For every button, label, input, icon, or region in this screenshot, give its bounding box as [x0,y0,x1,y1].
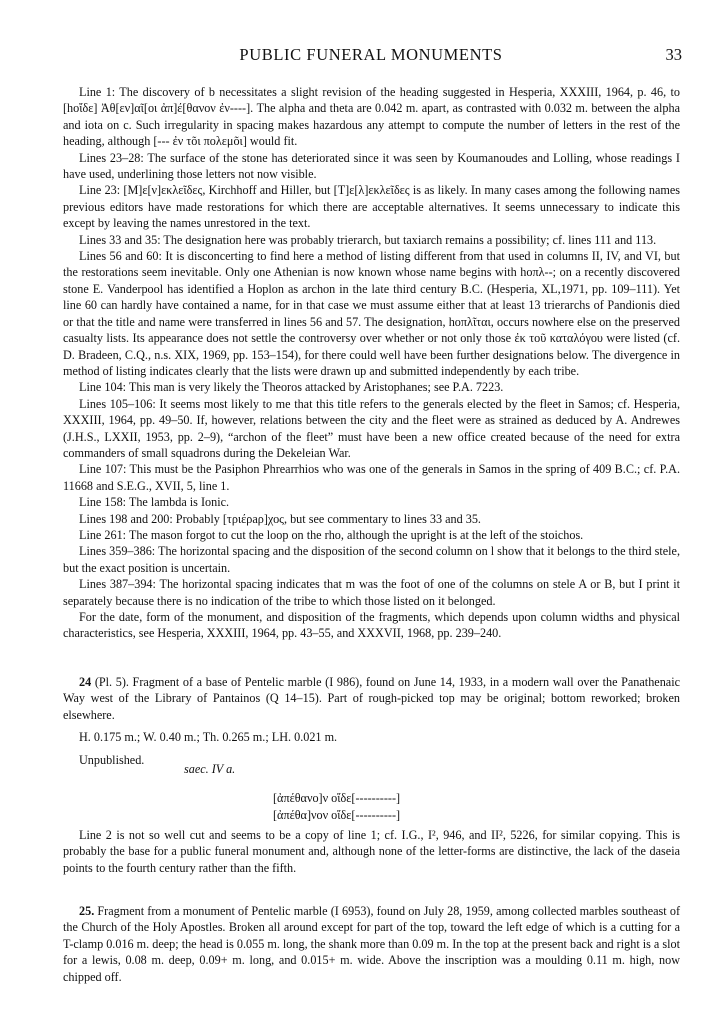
note-paragraph: Lines 23–28: The surface of the stone has deteriorated since it was seen by Koumanoudes and Lolling, whose readings I have used, underlining those letters not now visible. [63,150,680,182]
entry-description [63,674,680,723]
note-paragraph: Lines 359–386: The horizontal spacing and the disposition of the second column on l show that it belongs to the third stele, but the exact position is uncertain. [63,544,680,575]
entry-number: 25. [79,904,95,918]
commentary-notes [63,84,680,642]
note-paragraph: Line 158: The lambda is Ionic. [79,495,230,510]
inscription-date: saec. IV a. [184,762,236,776]
note-paragraph: Lines 33 and 35: The designation here was probably trierarch, but taxiarch remains a possibility; cf. lines 111 and 113. [79,232,657,247]
note-paragraph: Lines 105–106: It seems most likely to me that this title refers to the generals elected by the fleet in Samos; cf. Hesperia, XXXIII, 1964, pp. 49–50. If, however, relations between the city and the fleet were as strained as deduced by A. Andrewes (J.H.S., LXXII, 1953, pp. 2–9), “archon of the fleet” must have been a new office created because of the need for extra commanders of small squadrons during the Dekeleian War. [63,396,680,460]
inscription-line: [ἀπέθα]νον οἵδε[----------] [273,808,401,822]
running-head [60,45,682,67]
page-number: 33 [665,45,682,64]
note-paragraph: Line 261: The mason forgot to cut the loop on the rho, although the upright is at the left of the stoichos. [79,527,584,542]
entry-measurements: H. 0.175 m.; W. 0.40 m.; Th. 0.265 m.; LH. 0.021 m. [79,730,338,745]
note-paragraph: Lines 198 and 200: Probably [τριέρaρ]χος, but see commentary to lines 33 and 35. [79,511,481,526]
entry-description [63,903,680,985]
entry-commentary [63,827,680,876]
note-paragraph: For the date, form of the monument, and disposition of the fragments, which depends upon column widths and physical characteristics, see Hesperia, XXXIII, 1964, pp. 43–55, and XXXVII, 1968, pp. 239–240. [63,610,680,641]
catalogue-entry-24 [63,674,680,768]
commentary-paragraph: Line 2 is not so well cut and seems to be a copy of line 1; cf. I.G., I², 946, and II², 5226, for similar copying. This is probably the base for a public funeral monument and, although none of the letter-forms are distinctive, the lack of the daseia points to the fourth century rather than the fifth. [63,828,680,875]
entry-publication-status: Unpublished. [79,752,145,767]
entry-description-text: (Pl. 5). Fragment of a base of Pentelic marble (I 986), found on June 14, 1933, in a modern wall over the Panathenaic Way west of the Library of Pantainos (Q 14–15). Part of rough-picked top may be original; bottom reworked; broken elsewhere. [63,675,680,722]
catalogue-entry-25 [63,903,680,985]
note-paragraph: Lines 387–394: The horizontal spacing indicates that m was the foot of one of the columns on stele A or B, but I print it separately because there is no indication of the tribe to which those listed on it belonged. [63,577,680,608]
note-paragraph: Line 107: This must be the Pasiphon Phrearrhios who was one of the generals in Samos in the spring of 409 B.C.; cf. P.A. 11668 and S.E.G., XVII, 5, line 1. [63,462,680,493]
entry-description-text: Fragment from a monument of Pentelic marble (I 6953), found on July 28, 1959, among collected marbles southeast of the Church of the Holy Apostles. Broken all around except for part of the top, toward the left edge of which is a cutting for a T-clamp 0.016 m. deep; the head is 0.055 m. long, the shank more than 0.09 m. In the top at the present back and right is a slot for a lewis, 0.08 m. deep, 0.09+ m. long, and 0.015+ m. wide. Above the inscription was a moulding 0.11 m. high, now chipped off. [63,904,681,984]
note-paragraph: Line 23: [Μ]ε[ν]εκλεῖδες, Kirchhoff and Hiller, but [Τ]ε[λ]εκλεῖδες is as likely. In many cases among the following names previous editors have made restorations for which there are acceptable alternatives. It seems unnecessary to indicate this except by leaving the names unrestored in the text. [63,183,680,231]
entry-number: 24 [79,675,92,689]
note-paragraph: Line 104: This man is very likely the Theoros attacked by Aristophanes; see P.A. 7223. [79,380,504,395]
note-paragraph: Line 1: The discovery of b necessitates a slight revision of the heading suggested in Hesperia, XXXIII, 1964, p. 46, to [hοἴδε] Ἀθ[εν]αῖ[οι ἀπ]έ[θανον ἐν----]. The alpha and theta are 0.042 m. apart, as contrasted with 0.032 m. between the alpha and iota on c. Such irregularity in spacing makes hazardous any attempt to compute the number of letters in the rest of the heading, although [--- ἐν τõι πολεμõι] would fit. [63,85,680,149]
note-paragraph: Lines 56 and 60: It is disconcerting to find here a method of listing different from that used in columns II, IV, and VI, but the restorations seem inevitable. Only one Athenian is now known whose name begins with hοπλ--; on a recently discovered stone E. Vanderpool has identified a Hoplon as archon in the late third century B.C. (Hesperia, XL,1971, pp. 109–111). Yet line 60 can hardly have contained a name, for in that case we must assume either that at least 13 trierarchs of Pandionis died or that the title and name were transferred in lines 56 and 57. The designation, hοπλῖται, occurs nowhere else on the preserved casualty lists. Its appearance does not settle the controversy over whether or not only those ἐκ τοῦ καταλόγου were listed (cf. D. Bradeen, C.Q., n.s. XIX, 1969, pp. 153–154), for there could well have been further designations below. The divergence in method of listing indicates clearly that the lists were drawn up and submitted independently by each tribe. [63,249,680,378]
inscription-text [273,790,400,824]
inscription-line: [ἀπέθανο]ν οἵδε[----------] [273,791,401,805]
running-title: PUBLIC FUNERAL MONUMENTS [239,45,503,64]
